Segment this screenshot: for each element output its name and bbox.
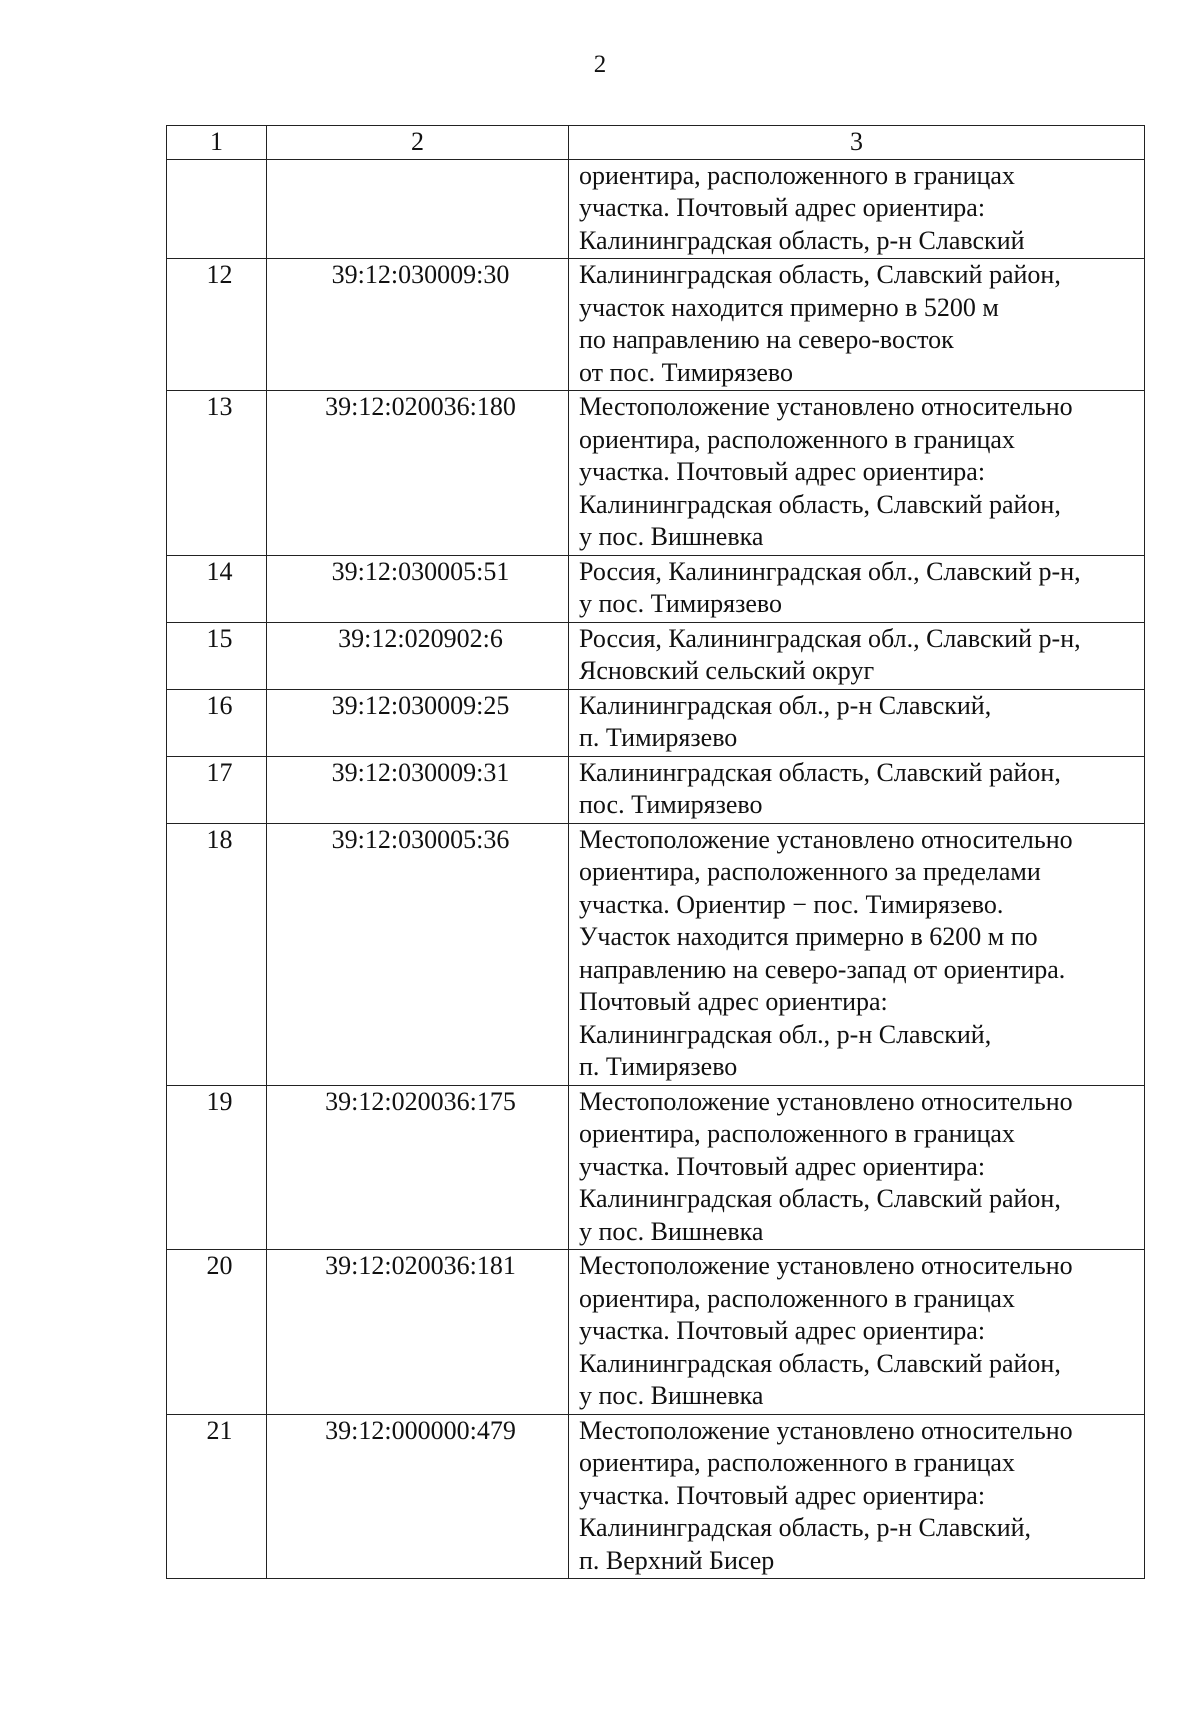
address-line: п. Верхний Бисер: [579, 1545, 775, 1575]
cadastral-number: 39:12:020036:180: [267, 391, 569, 556]
address-line: участок находится примерно в 5200 м: [579, 292, 999, 322]
address-line: Калининградская область, Славский район,: [579, 260, 1061, 289]
row-number: 12: [167, 259, 267, 391]
table-row: [167, 756, 1145, 823]
address-line: Ясновский сельский округ: [579, 656, 875, 685]
address-line: у пос. Вишневка: [579, 1216, 764, 1246]
cadastral-number: 39:12:030005:36: [267, 823, 569, 1085]
address-cell: [569, 555, 1145, 622]
address-cell: [569, 689, 1145, 756]
table-row: [167, 259, 1145, 391]
address-line: п. Тимирязево: [579, 1052, 738, 1081]
cadastral-number: 39:12:000000:479: [267, 1414, 569, 1579]
address-line: у пос. Тимирязево: [579, 589, 782, 618]
row-number: 14: [167, 555, 267, 622]
address-line: ориентира, расположенного в границах: [579, 1119, 1015, 1148]
column-header-cadastral: 2: [267, 126, 569, 160]
table-header: [167, 126, 1145, 160]
address-line: Местоположение установлено относительно: [579, 824, 1073, 854]
cadastral-number: 39:12:030009:31: [267, 756, 569, 823]
row-number: 17: [167, 756, 267, 823]
cadastral-number: 39:12:020902:6: [267, 622, 569, 689]
address-line: участка. Почтовый адрес ориентира:: [579, 1316, 986, 1345]
table-row: [167, 622, 1145, 689]
table-row: [167, 689, 1145, 756]
cadastral-number: 39:12:030009:25: [267, 689, 569, 756]
row-number: 16: [167, 689, 267, 756]
land-plots-table: [166, 125, 1145, 1579]
address-line: участка. Почтовый адрес ориентира:: [579, 1151, 986, 1181]
address-cell: [569, 259, 1145, 391]
page-number: 2: [593, 51, 607, 78]
address-line: Калининградская область, Славский район,: [579, 1348, 1061, 1378]
address-line: участка. Почтовый адрес ориентира:: [579, 1480, 986, 1510]
cadastral-number: [267, 159, 569, 259]
address-line: п. Тимирязево: [579, 723, 738, 752]
table-row: [167, 1250, 1145, 1415]
address-line: Калининградская область, Славский район,: [579, 489, 1061, 519]
address-line: от пос. Тимирязево: [579, 357, 794, 387]
address-cell: [569, 756, 1145, 823]
address-line: пос. Тимирязево: [579, 790, 763, 819]
address-line: ориентира, расположенного в границах: [579, 1448, 1015, 1477]
address-cell: [569, 391, 1145, 556]
address-line: ориентира, расположенного за пределами: [579, 857, 1041, 886]
address-cell: [569, 622, 1145, 689]
table-row: [167, 391, 1145, 556]
address-line: ориентира, расположенного в границах: [579, 160, 1015, 190]
address-line: Местоположение установлено относительно: [579, 1086, 1073, 1116]
table-row: [167, 1414, 1145, 1579]
address-line: ориентира, расположенного в границах: [579, 1283, 1015, 1313]
row-number: 20: [167, 1250, 267, 1415]
address-line: Местоположение установлено относительно: [579, 392, 1073, 421]
address-cell: [569, 823, 1145, 1085]
address-line: у пос. Вишневка: [579, 1381, 764, 1410]
address-line: Калининградская область, р-н Славский: [579, 225, 1025, 255]
table-row: [167, 823, 1145, 1085]
address-line: участка. Ориентир − пос. Тимирязево.: [579, 889, 1004, 919]
address-line: у пос. Вишневка: [579, 522, 764, 551]
cadastral-number: 39:12:030005:51: [267, 555, 569, 622]
address-line: участка. Почтовый адрес ориентира:: [579, 457, 986, 486]
row-number: 15: [167, 622, 267, 689]
address-line: направлению на северо-запад от ориентира.: [579, 954, 1066, 984]
table-row: [167, 159, 1145, 259]
address-line: по направлению на северо-восток: [579, 325, 954, 354]
address-line: Калининградская область, р-н Славский,: [579, 1513, 1032, 1542]
row-number: 13: [167, 391, 267, 556]
address-cell: [569, 1085, 1145, 1250]
address-line: участка. Почтовый адрес ориентира:: [579, 193, 986, 222]
address-line: Калининградская область, Славский район,: [579, 1184, 1061, 1213]
row-number: 19: [167, 1085, 267, 1250]
address-line: Россия, Калининградская обл., Славский р-н,: [579, 623, 1081, 653]
cadastral-number: 39:12:020036:181: [267, 1250, 569, 1415]
table-row: [167, 1085, 1145, 1250]
row-number: 18: [167, 823, 267, 1085]
cadastral-number: 39:12:030009:30: [267, 259, 569, 391]
address-line: Калининградская обл., р-н Славский,: [579, 690, 992, 720]
address-line: ориентира, расположенного в границах: [579, 424, 1015, 454]
address-line: Калининградская обл., р-н Славский,: [579, 1019, 992, 1049]
address-line: Россия, Калининградская обл., Славский р-н,: [579, 556, 1081, 586]
address-line: Участок находится примерно в 6200 м по: [579, 922, 1038, 951]
table-row: [167, 555, 1145, 622]
address-line: Калининградская область, Славский район,: [579, 757, 1061, 787]
row-number: 21: [167, 1414, 267, 1579]
row-number: [167, 159, 267, 259]
address-cell: [569, 159, 1145, 259]
address-cell: [569, 1250, 1145, 1415]
header-row: [167, 126, 1145, 160]
address-line: Почтовый адрес ориентира:: [579, 987, 888, 1016]
column-header-number: 1: [167, 126, 267, 160]
table-body: [167, 159, 1145, 1579]
address-cell: [569, 1414, 1145, 1579]
address-line: Местоположение установлено относительно: [579, 1415, 1073, 1445]
address-line: Местоположение установлено относительно: [579, 1251, 1073, 1280]
column-header-address: 3: [569, 126, 1145, 160]
cadastral-number: 39:12:020036:175: [267, 1085, 569, 1250]
